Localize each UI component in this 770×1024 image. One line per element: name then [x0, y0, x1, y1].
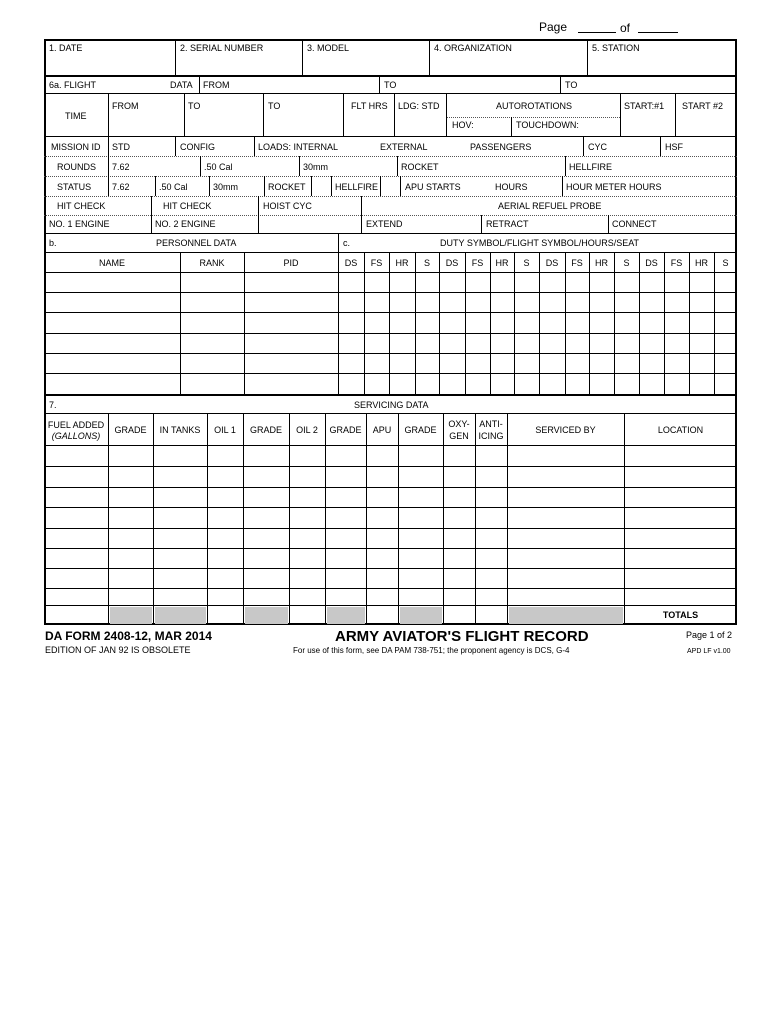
rule	[155, 176, 156, 196]
servicing-data-title: SERVICING DATA	[354, 400, 429, 410]
fuel-added-header: FUEL ADDED	[47, 420, 105, 430]
oxygen-header-2: GEN	[449, 431, 469, 441]
rule	[199, 75, 200, 93]
rule	[44, 136, 737, 137]
start1-label: START:#1	[624, 101, 665, 111]
start2-label: START #2	[682, 101, 724, 111]
cyc-label: CYC	[588, 142, 608, 152]
duty-column-header: HR	[495, 258, 509, 268]
rule	[264, 176, 265, 196]
grade-header: GRADE	[114, 425, 147, 435]
model-label: 3. MODEL	[307, 43, 350, 53]
personnel-rows[interactable]	[44, 273, 737, 393]
rounds-762-label: 7.62	[112, 162, 130, 172]
duty-column-header: S	[623, 258, 630, 268]
flt-hrs-label: FLT HRS	[351, 101, 388, 111]
grade-header: GRADE	[249, 425, 282, 435]
touchdown-label: TOUCHDOWN:	[516, 120, 579, 130]
rule	[397, 156, 398, 176]
rule	[331, 176, 332, 196]
shaded-cell	[245, 607, 288, 624]
apu-header: APU	[372, 425, 392, 435]
rule	[200, 156, 201, 176]
hit-check-label: HIT CHECK	[57, 201, 106, 211]
duty-column-header: DS	[545, 258, 559, 268]
section-c-label: c.	[343, 238, 351, 248]
rule	[175, 39, 176, 75]
shaded-cell	[155, 607, 206, 624]
rule	[302, 39, 303, 75]
gallons-header: (GALLONS)	[51, 431, 101, 441]
duty-column-header: S	[523, 258, 530, 268]
date-label: 1. DATE	[49, 43, 83, 53]
duty-column-header: FS	[571, 258, 583, 268]
rounds-rocket-label: ROCKET	[401, 162, 439, 172]
rule	[44, 215, 737, 216]
page-of-label: of	[620, 21, 631, 35]
rule	[299, 156, 300, 176]
shaded-cell	[110, 607, 152, 624]
flight-label: 6a. FLIGHT	[49, 80, 97, 90]
rule	[379, 75, 380, 93]
in-tanks-header: IN TANKS	[159, 425, 201, 435]
rule	[429, 39, 430, 75]
rank-column-header: RANK	[199, 258, 225, 268]
grade-header: GRADE	[329, 425, 362, 435]
duty-column-header: FS	[471, 258, 484, 268]
rule	[209, 176, 210, 196]
shaded-cell	[509, 607, 623, 624]
std-label: STD	[112, 142, 130, 152]
rule	[481, 215, 482, 233]
rounds-30mm-label: 30mm	[303, 162, 329, 172]
oil1-header: OIL 1	[214, 425, 236, 435]
personnel-data-title: PERSONNEL DATA	[156, 238, 237, 248]
rule	[44, 233, 737, 234]
anti-icing-header-2: ICING	[478, 431, 504, 441]
form-id: DA FORM 2408-12, MAR 2014	[45, 629, 212, 643]
rule	[44, 176, 737, 177]
rule	[361, 196, 362, 233]
loads-internal-label: LOADS: INTERNAL	[258, 142, 339, 152]
rule	[394, 93, 395, 136]
station-label: 5. STATION	[592, 43, 640, 53]
hsf-label: HSF	[665, 142, 683, 152]
duty-column-header: S	[722, 258, 729, 268]
rule	[608, 215, 609, 233]
rule	[44, 413, 737, 414]
totals-label: TOTALS	[662, 610, 699, 620]
hours-label: HOURS	[495, 182, 528, 192]
form-title: ARMY AVIATOR'S FLIGHT RECORD	[335, 628, 589, 645]
rule	[44, 252, 737, 253]
oil2-header: OIL 2	[296, 425, 318, 435]
rule	[108, 136, 109, 156]
aerial-refuel-label: AERIAL REFUEL PROBE	[498, 201, 602, 211]
duty-column-header: DS	[344, 258, 358, 268]
rule	[108, 93, 109, 136]
duty-column-header: FS	[670, 258, 683, 268]
time-label: TIME	[65, 111, 87, 121]
page-number-field[interactable]	[578, 32, 616, 33]
rule	[44, 156, 737, 157]
duty-symbol-title: DUTY SYMBOL/FLIGHT SYMBOL/HOURS/SEAT	[440, 238, 640, 248]
duty-column-header: DS	[645, 258, 658, 268]
grade-header: GRADE	[404, 425, 437, 435]
status-762-label: 7.62	[112, 182, 130, 192]
duty-column-header: HR	[595, 258, 608, 268]
connect-label: CONNECT	[612, 219, 657, 229]
rounds-hellfire-label: HELLFIRE	[569, 162, 613, 172]
pid-column-header: PID	[283, 258, 299, 268]
no1-engine-label: NO. 1 ENGINE	[49, 219, 110, 229]
page-label: Page	[539, 20, 568, 34]
rule	[108, 156, 109, 196]
page-count: Page 1 of 2	[686, 630, 733, 640]
edition-note: EDITION OF JAN 92 IS OBSOLETE	[45, 645, 191, 655]
rule	[446, 93, 447, 136]
rounds-label: ROUNDS	[57, 162, 97, 172]
hov-label: HOV:	[452, 120, 474, 130]
rule	[263, 93, 264, 136]
rule	[620, 93, 621, 136]
shaded-cell	[400, 607, 442, 624]
rule	[446, 117, 620, 118]
hoist-cyc-label: HOIST CYC	[263, 201, 312, 211]
time-to-label: TO	[268, 101, 281, 111]
data-label: DATA	[170, 80, 193, 90]
rule	[44, 75, 737, 77]
passengers-label: PASSENGERS	[470, 142, 532, 152]
retract-label: RETRACT	[486, 219, 529, 229]
rule	[565, 156, 566, 176]
config-label: CONFIG	[180, 142, 215, 152]
time-to-label: TO	[188, 101, 201, 111]
hit-check-label: HIT CHECK	[163, 201, 212, 211]
apu-starts-label: APU STARTS	[405, 182, 461, 192]
rule	[562, 176, 563, 196]
status-30mm-label: 30mm	[213, 182, 239, 192]
name-column-header: NAME	[98, 258, 125, 268]
rule	[258, 196, 259, 233]
duty-column-header: FS	[370, 258, 383, 268]
serviced-by-header: SERVICED BY	[535, 425, 596, 435]
rule	[380, 176, 381, 196]
rule	[560, 75, 561, 93]
rule	[511, 117, 512, 136]
rule	[44, 196, 737, 197]
rule	[660, 136, 661, 156]
rule	[400, 176, 401, 196]
duty-column-header: HR	[695, 258, 708, 268]
external-label: EXTERNAL	[380, 142, 428, 152]
rule	[343, 93, 344, 136]
duty-column-header: S	[423, 258, 430, 268]
ldg-std-label: LDG: STD	[398, 101, 440, 111]
rule	[184, 93, 185, 136]
location-header: LOCATION	[657, 425, 704, 435]
rule	[151, 196, 152, 233]
rule	[44, 394, 737, 396]
duty-column-header: HR	[395, 258, 409, 268]
shaded-cell	[327, 607, 365, 624]
rule	[254, 136, 255, 156]
rounds-50cal-label: .50 Cal	[204, 162, 233, 172]
duty-column-header: DS	[445, 258, 459, 268]
rule	[311, 176, 312, 196]
rule	[175, 136, 176, 156]
status-50cal-label: .50 Cal	[159, 182, 188, 192]
serial-number-label: 2. SERIAL NUMBER	[180, 43, 264, 53]
status-rocket-label: ROCKET	[268, 182, 306, 192]
rule	[675, 93, 676, 136]
anti-icing-header: ANTI-	[479, 419, 503, 429]
status-hellfire-label: HELLFIRE	[335, 182, 379, 192]
rule	[44, 605, 737, 606]
section-7-label: 7.	[49, 400, 57, 410]
servicing-rows[interactable]	[44, 446, 737, 588]
autorotations-label: AUTOROTATIONS	[496, 101, 573, 111]
rule	[44, 93, 737, 94]
rule	[44, 588, 737, 589]
no2-engine-label: NO. 2 ENGINE	[155, 219, 216, 229]
organization-label: 4. ORGANIZATION	[434, 43, 512, 53]
status-label: STATUS	[57, 182, 92, 192]
extend-label: EXTEND	[366, 219, 403, 229]
rule	[587, 39, 588, 75]
to-label: TO	[384, 80, 397, 90]
rule	[583, 136, 584, 156]
hour-meter-label: HOUR METER HOURS	[566, 182, 662, 192]
page-total-field[interactable]	[638, 32, 678, 33]
section-b-label: b.	[49, 238, 57, 248]
time-from-label: FROM	[112, 101, 139, 111]
apd-version: APD LF v1.00	[687, 648, 731, 655]
from-label: FROM	[203, 80, 230, 90]
mission-id-label: MISSION ID	[51, 142, 101, 152]
oxygen-header: OXY-	[448, 419, 470, 429]
to-label: TO	[565, 80, 578, 90]
usage-note: For use of this form, see DA PAM 738-751; the proponent agency is DCS, G-4	[293, 646, 570, 655]
